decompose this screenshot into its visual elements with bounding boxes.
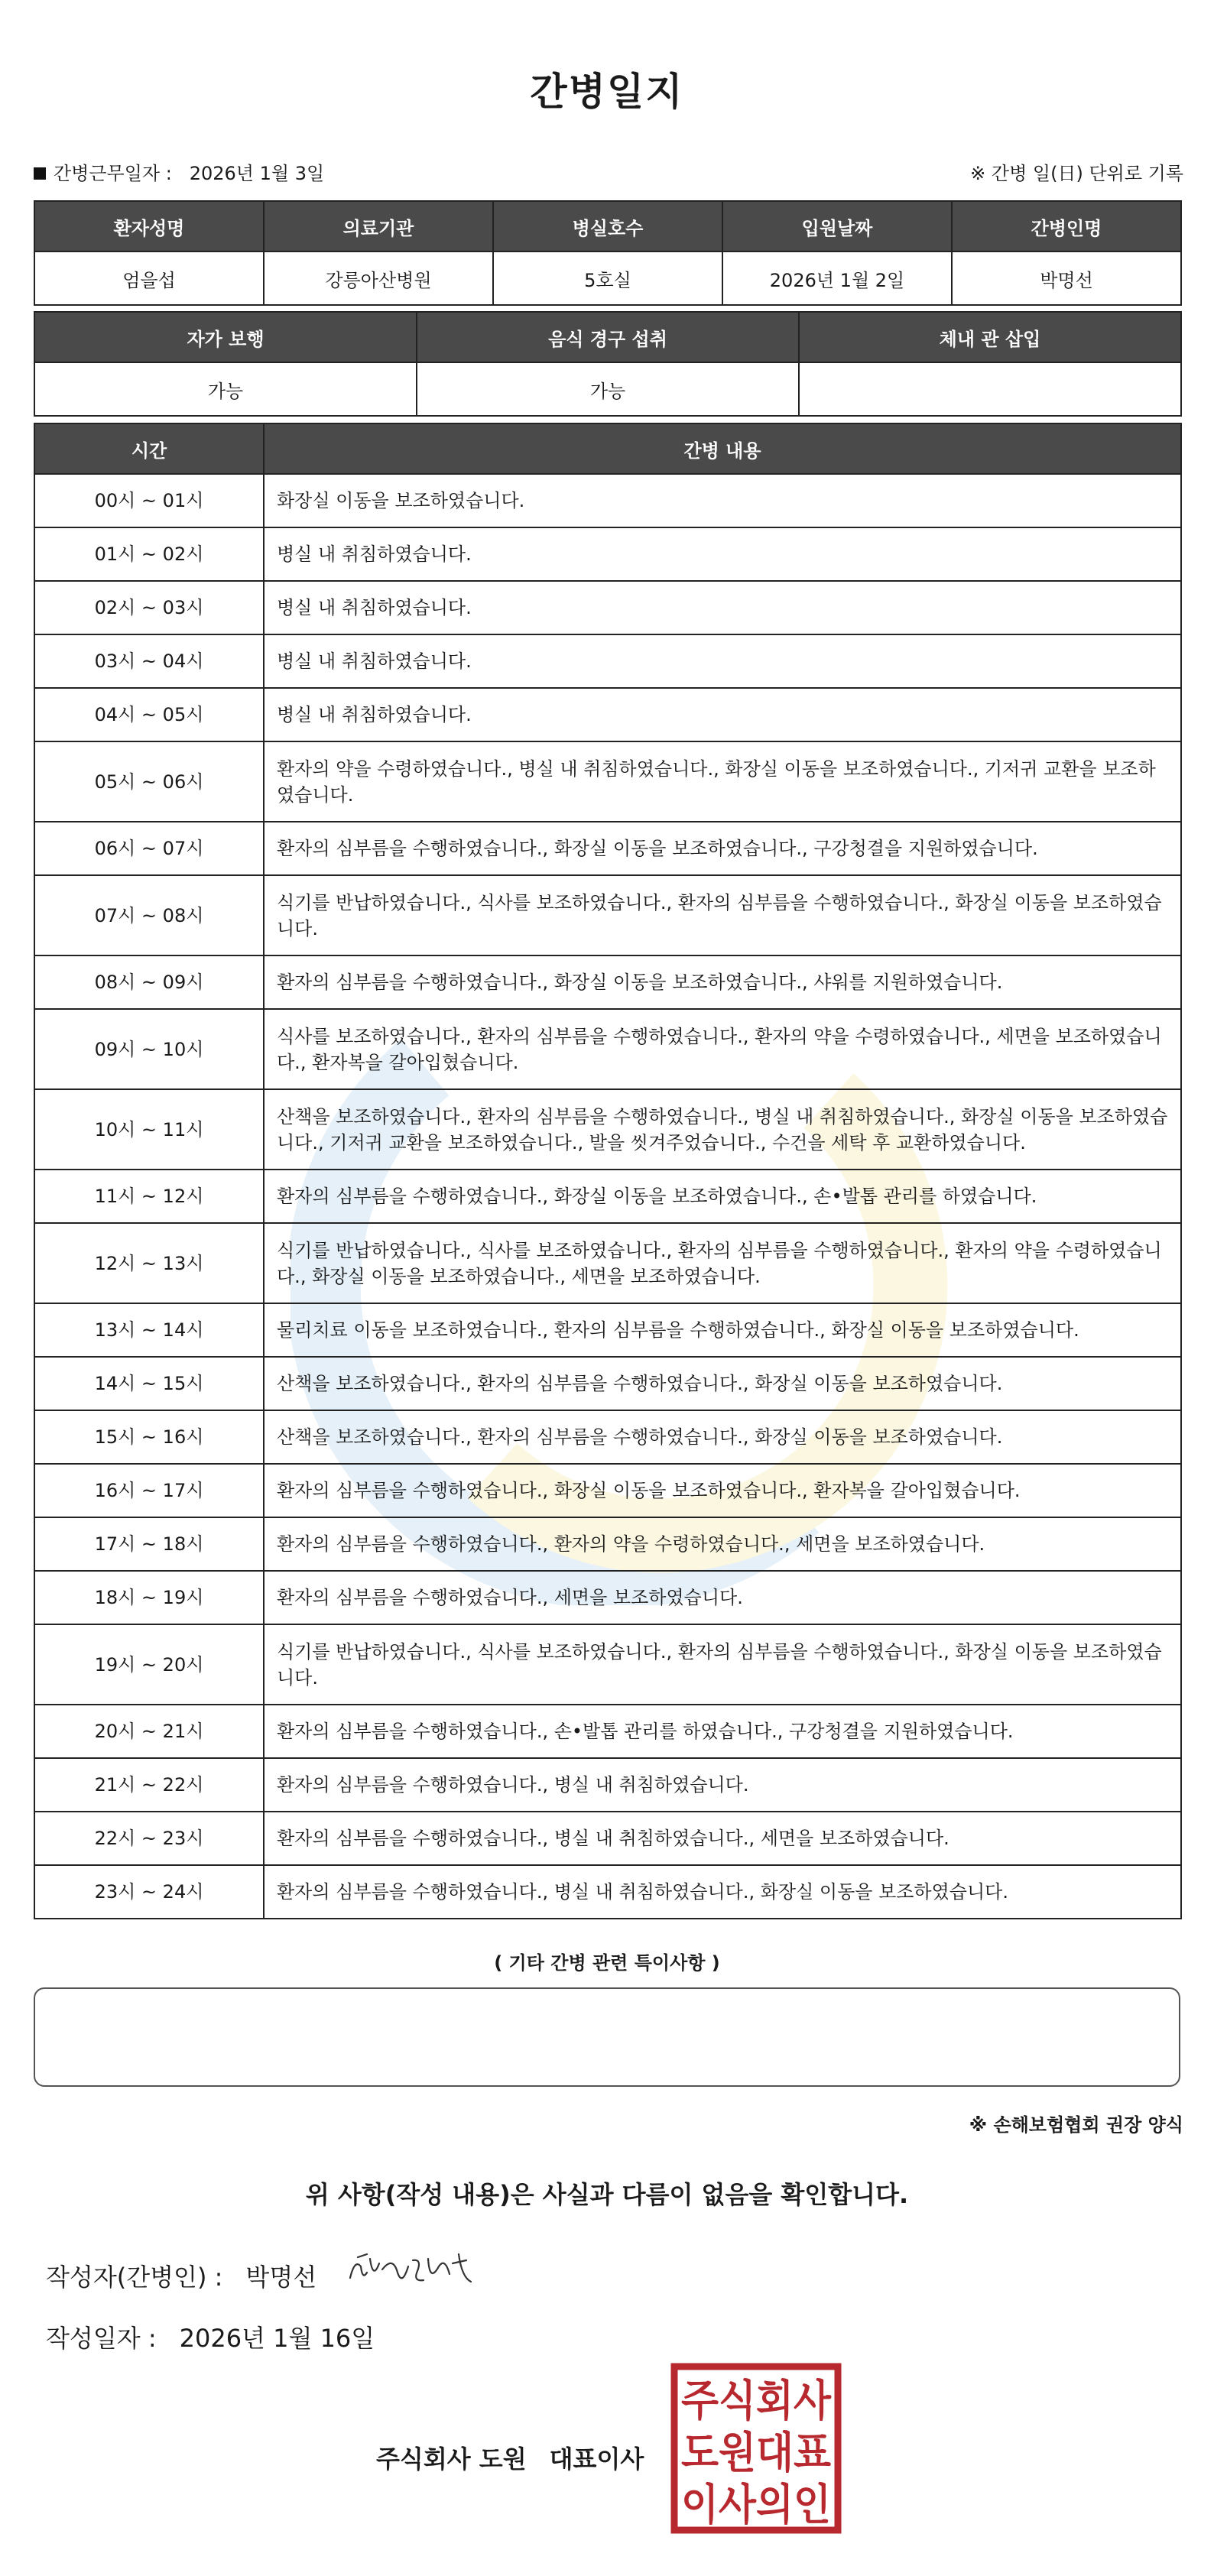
- table-row: [34, 581, 1181, 634]
- record-unit-note: ※ 간병 일(日) 단위로 기록: [970, 163, 1183, 184]
- svg-text:이사의인: 이사의인: [681, 2480, 831, 2530]
- log-time: 10시 ~ 11시: [34, 1089, 264, 1170]
- care-log-rows: [34, 474, 1181, 1919]
- log-content: 환자의 심부름을 수행하였습니다., 환자의 약을 수령하였습니다., 세면을 보조하였습니다.: [264, 1517, 1181, 1571]
- log-time: 00시 ~ 01시: [34, 474, 264, 527]
- log-content: 환자의 심부름을 수행하였습니다., 화장실 이동을 보조하였습니다., 환자복을 갈아입혔습니다.: [264, 1464, 1181, 1517]
- patient-info-table: [34, 200, 1182, 306]
- care-content-header: 간병 내용: [264, 423, 1181, 474]
- table-row: [34, 1009, 1181, 1089]
- table-row: [34, 1303, 1181, 1357]
- log-time: 16시 ~ 17시: [34, 1464, 264, 1517]
- caregiver-name-value: 박명선: [952, 251, 1181, 305]
- log-content: 환자의 심부름을 수행하였습니다., 세면을 보조하였습니다.: [264, 1571, 1181, 1624]
- log-content: 병실 내 취침하였습니다.: [264, 634, 1181, 688]
- tube-insertion-value: [799, 362, 1181, 416]
- form-source-note: ※ 손해보험협회 권장 양식: [969, 2114, 1183, 2136]
- time-header: 시간: [34, 423, 264, 474]
- log-time: 01시 ~ 02시: [34, 527, 264, 581]
- table-row: [34, 1223, 1181, 1303]
- table-row: [34, 1089, 1181, 1170]
- log-time: 22시 ~ 23시: [34, 1812, 264, 1865]
- notes-title: ( 기타 간병 관련 특이사항 ): [494, 1952, 720, 1974]
- writer-name: 박명선: [245, 2263, 317, 2292]
- table-row: [34, 1758, 1181, 1812]
- log-content: 산책을 보조하였습니다., 환자의 심부름을 수행하였습니다., 화장실 이동을 보조하였습니다.: [264, 1410, 1181, 1464]
- log-content: 물리치료 이동을 보조하였습니다., 환자의 심부름을 수행하였습니다., 화장실 이동을 보조하였습니다.: [264, 1303, 1181, 1357]
- table-row: [34, 527, 1181, 581]
- log-content: 환자의 약을 수령하였습니다., 병실 내 취침하였습니다., 화장실 이동을 보조하였습니다., 기저귀 교환을 보조하였습니다.: [264, 741, 1181, 822]
- log-time: 11시 ~ 12시: [34, 1170, 264, 1223]
- table-row: [34, 634, 1181, 688]
- caregiver-name-header: 간병인명: [952, 201, 1181, 251]
- notes-box: [34, 1987, 1180, 2087]
- oral-intake-header: 음식 경구 섭취: [417, 312, 799, 362]
- company-seal-stamp: [670, 2362, 842, 2535]
- log-time: 15시 ~ 16시: [34, 1410, 264, 1464]
- writer-line: [46, 2258, 316, 2293]
- log-time: 23시 ~ 24시: [34, 1865, 264, 1919]
- table-row: [34, 1464, 1181, 1517]
- log-content: 병실 내 취침하였습니다.: [264, 527, 1181, 581]
- square-bullet-icon: [34, 167, 46, 180]
- svg-text:도원대표: 도원대표: [681, 2428, 831, 2478]
- admission-date-header: 입원날짜: [722, 201, 952, 251]
- representative-title: 대표이사: [549, 2445, 644, 2474]
- log-content: 환자의 심부름을 수행하였습니다., 병실 내 취침하였습니다., 화장실 이동을 보조하였습니다.: [264, 1865, 1181, 1919]
- patient-name-value: 엄을섭: [34, 251, 264, 305]
- log-time: 04시 ~ 05시: [34, 688, 264, 741]
- log-content: 식기를 반납하였습니다., 식사를 보조하였습니다., 환자의 심부름을 수행하였습니다., 화장실 이동을 보조하였습니다.: [264, 875, 1181, 955]
- table-row: [34, 1705, 1181, 1758]
- log-time: 17시 ~ 18시: [34, 1517, 264, 1571]
- log-time: 13시 ~ 14시: [34, 1303, 264, 1357]
- room-header: 병실호수: [493, 201, 722, 251]
- table-row: [34, 688, 1181, 741]
- admission-date-value: 2026년 1월 2일: [722, 251, 952, 305]
- log-time: 12시 ~ 13시: [34, 1223, 264, 1303]
- log-content: 식기를 반납하였습니다., 식사를 보조하였습니다., 환자의 심부름을 수행하였습니다., 화장실 이동을 보조하였습니다.: [264, 1624, 1181, 1705]
- log-content: 산책을 보조하였습니다., 환자의 심부름을 수행하였습니다., 화장실 이동을 보조하였습니다.: [264, 1357, 1181, 1410]
- table-row: [34, 474, 1181, 527]
- table-row: [34, 1571, 1181, 1624]
- log-time: 07시 ~ 08시: [34, 875, 264, 955]
- hospital-header: 의료기관: [264, 201, 493, 251]
- room-value: 5호실: [493, 251, 722, 305]
- log-time: 06시 ~ 07시: [34, 822, 264, 875]
- oral-intake-value: 가능: [417, 362, 799, 416]
- table-row: [34, 1865, 1181, 1919]
- log-content: 산책을 보조하였습니다., 환자의 심부름을 수행하였습니다., 병실 내 취침하였습니다., 화장실 이동을 보조하였습니다., 기저귀 교환을 보조하였습니다., 발을 씻겨주었습니다., 수건을 세탁 후 교환하였습니다.: [264, 1089, 1181, 1170]
- log-time: 14시 ~ 15시: [34, 1357, 264, 1410]
- hospital-value: 강릉아산병원: [264, 251, 493, 305]
- company-line: [376, 2440, 644, 2475]
- work-date-value: 2026년 1월 3일: [189, 163, 325, 184]
- log-content: 환자의 심부름을 수행하였습니다., 화장실 이동을 보조하였습니다., 손•발톱 관리를 하였습니다.: [264, 1170, 1181, 1223]
- table-row: [34, 875, 1181, 955]
- patient-status-table: [34, 311, 1182, 417]
- page-title: 간병일지: [530, 70, 684, 114]
- log-time: 05시 ~ 06시: [34, 741, 264, 822]
- log-time: 09시 ~ 10시: [34, 1009, 264, 1089]
- table-row: [34, 1624, 1181, 1705]
- confirmation-statement: 위 사항(작성 내용)은 사실과 다름이 없음을 확인합니다.: [305, 2180, 909, 2209]
- table-row: [34, 741, 1181, 822]
- log-time: 18시 ~ 19시: [34, 1571, 264, 1624]
- log-time: 21시 ~ 22시: [34, 1758, 264, 1812]
- written-date-line: [46, 2319, 375, 2354]
- self-walking-header: 자가 보행: [34, 312, 417, 362]
- table-row: [34, 1410, 1181, 1464]
- written-date-label: 작성일자 :: [46, 2324, 157, 2353]
- care-log-table: [34, 423, 1182, 1919]
- svg-text:주식회사: 주식회사: [681, 2376, 832, 2426]
- written-date-value: 2026년 1월 16일: [179, 2324, 375, 2353]
- table-row: [34, 955, 1181, 1009]
- log-time: 08시 ~ 09시: [34, 955, 264, 1009]
- log-content: 환자의 심부름을 수행하였습니다., 병실 내 취침하였습니다., 세면을 보조하였습니다.: [264, 1812, 1181, 1865]
- log-content: 식기를 반납하였습니다., 식사를 보조하였습니다., 환자의 심부름을 수행하였습니다., 환자의 약을 수령하였습니다., 화장실 이동을 보조하였습니다., 세면을 보조하였습니다.: [264, 1223, 1181, 1303]
- log-content: 병실 내 취침하였습니다.: [264, 688, 1181, 741]
- writer-label: 작성자(간병인) :: [46, 2263, 223, 2292]
- log-time: 19시 ~ 20시: [34, 1624, 264, 1705]
- table-row: [34, 1170, 1181, 1223]
- log-time: 03시 ~ 04시: [34, 634, 264, 688]
- log-content: 환자의 심부름을 수행하였습니다., 화장실 이동을 보조하였습니다., 샤워를 지원하였습니다.: [264, 955, 1181, 1009]
- log-time: 20시 ~ 21시: [34, 1705, 264, 1758]
- log-content: 환자의 심부름을 수행하였습니다., 화장실 이동을 보조하였습니다., 구강청결을 지원하였습니다.: [264, 822, 1181, 875]
- log-time: 02시 ~ 03시: [34, 581, 264, 634]
- table-row: [34, 822, 1181, 875]
- log-content: 병실 내 취침하였습니다.: [264, 581, 1181, 634]
- work-date-line: [34, 158, 324, 185]
- work-date-label: 간병근무일자 :: [54, 163, 172, 184]
- log-content: 환자의 심부름을 수행하였습니다., 손•발톱 관리를 하였습니다., 구강청결을 지원하였습니다.: [264, 1705, 1181, 1758]
- tube-insertion-header: 체내 관 삽입: [799, 312, 1181, 362]
- table-row: [34, 1812, 1181, 1865]
- table-row: [34, 1517, 1181, 1571]
- log-content: 화장실 이동을 보조하였습니다.: [264, 474, 1181, 527]
- table-row: [34, 1357, 1181, 1410]
- patient-name-header: 환자성명: [34, 201, 264, 251]
- log-content: 환자의 심부름을 수행하였습니다., 병실 내 취침하였습니다.: [264, 1758, 1181, 1812]
- handwritten-signature: [344, 2243, 482, 2297]
- self-walking-value: 가능: [34, 362, 417, 416]
- company-name: 주식회사 도원: [376, 2445, 527, 2474]
- log-content: 식사를 보조하였습니다., 환자의 심부름을 수행하였습니다., 환자의 약을 수령하였습니다., 세면을 보조하였습니다., 환자복을 갈아입혔습니다.: [264, 1009, 1181, 1089]
